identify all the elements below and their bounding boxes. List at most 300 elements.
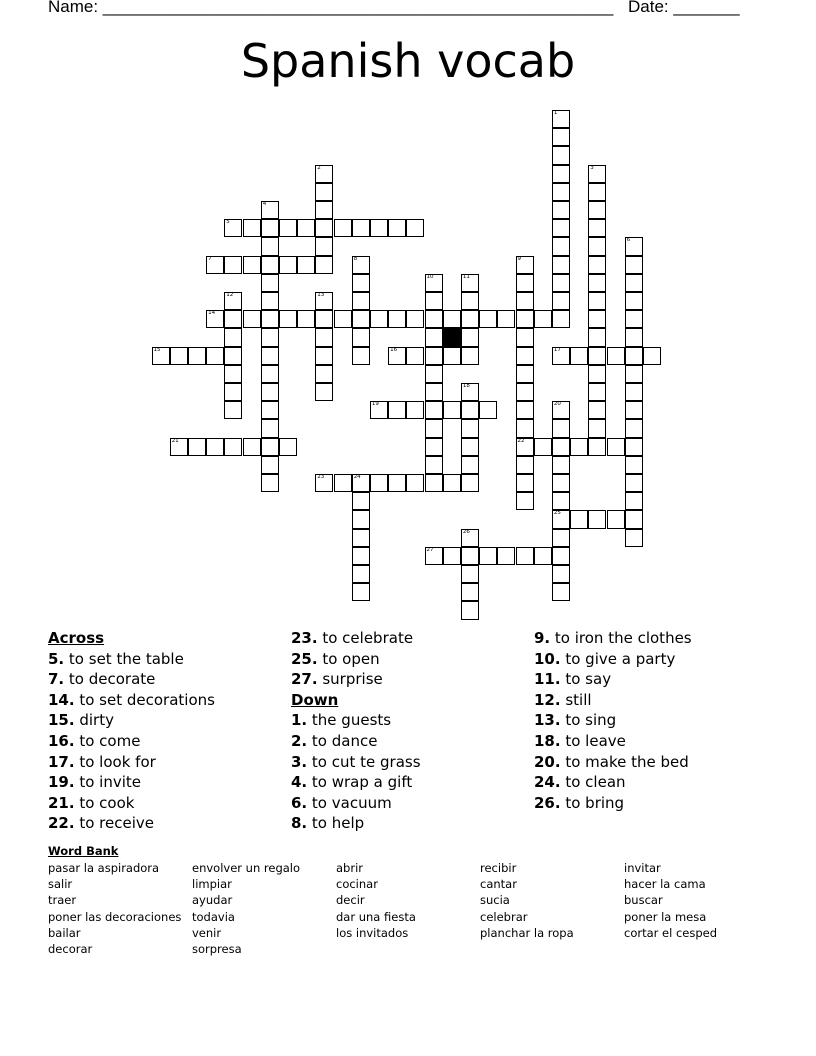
- word-bank-item: dar una fiesta: [336, 909, 416, 924]
- grid-cell[interactable]: [261, 474, 279, 492]
- grid-cell[interactable]: [315, 474, 333, 492]
- grid-cell[interactable]: [443, 347, 461, 365]
- clue-number: 27: [426, 546, 434, 553]
- grid-cell[interactable]: [588, 256, 606, 274]
- grid-cell[interactable]: [552, 256, 570, 274]
- clue-number: 9: [517, 255, 521, 262]
- grid-cell[interactable]: [461, 274, 479, 292]
- grid-cell[interactable]: [170, 347, 188, 365]
- grid-cell[interactable]: [570, 438, 588, 456]
- grid-cell[interactable]: [534, 547, 552, 565]
- grid-cell[interactable]: [588, 165, 606, 183]
- clue-number: 24: [353, 474, 361, 480]
- grid-cell[interactable]: [552, 165, 570, 183]
- grid-cell[interactable]: [461, 438, 479, 456]
- grid-cell[interactable]: [516, 292, 534, 310]
- grid-cell[interactable]: [552, 201, 570, 219]
- grid-cell[interactable]: [625, 347, 643, 365]
- grid-cell[interactable]: [425, 438, 443, 456]
- grid-cell[interactable]: [425, 365, 443, 383]
- grid-cell[interactable]: [534, 438, 552, 456]
- clue-column-3: [534, 628, 692, 813]
- grid-cell[interactable]: [588, 183, 606, 201]
- clue: 6. to vacuum: [291, 793, 392, 812]
- clue: 17. to look for: [48, 752, 156, 771]
- grid-cell[interactable]: [588, 365, 606, 383]
- grid-cell[interactable]: [625, 510, 643, 528]
- grid-cell[interactable]: [406, 347, 424, 365]
- grid-cell[interactable]: [425, 292, 443, 310]
- clue: 26. to bring: [534, 793, 625, 812]
- grid-cell[interactable]: [224, 310, 242, 328]
- grid-cell[interactable]: [552, 128, 570, 146]
- grid-cell[interactable]: [516, 474, 534, 492]
- grid-cell[interactable]: [224, 347, 242, 365]
- down-heading: Down: [291, 690, 339, 709]
- grid-cell[interactable]: [588, 310, 606, 328]
- grid-cell[interactable]: [552, 565, 570, 583]
- clue-number: 18: [462, 383, 470, 389]
- clue: 1. the guests: [291, 711, 392, 730]
- word-bank-column-4: [480, 860, 574, 941]
- grid-cell[interactable]: [224, 383, 242, 401]
- grid-cell[interactable]: [425, 347, 443, 365]
- grid-cell[interactable]: [625, 365, 643, 383]
- clue-number: 25: [553, 510, 561, 517]
- grid-cell[interactable]: [315, 310, 333, 328]
- grid-cell[interactable]: [352, 529, 370, 547]
- word-bank-item: recibir: [480, 861, 517, 875]
- clue: 27. surprise: [291, 670, 383, 689]
- clue: 2. to dance: [291, 731, 378, 750]
- grid-cell[interactable]: [352, 328, 370, 346]
- clue-number: 22: [517, 437, 525, 444]
- word-bank-column-5: [624, 860, 717, 941]
- grid-cell[interactable]: [516, 401, 534, 419]
- clue: 18. to leave: [534, 731, 626, 750]
- grid-cell[interactable]: [261, 219, 279, 237]
- clue-number: 4: [262, 201, 267, 207]
- clue-number: 7: [208, 255, 212, 262]
- grid-cell[interactable]: [261, 456, 279, 474]
- grid-cell[interactable]: [243, 219, 261, 237]
- grid-cell[interactable]: [315, 201, 333, 219]
- grid-cell[interactable]: [224, 328, 242, 346]
- word-bank-item: abrir: [336, 861, 363, 875]
- grid-cell[interactable]: [625, 328, 643, 346]
- grid-cell[interactable]: [352, 256, 370, 274]
- word-bank-title: Word Bank: [48, 844, 119, 858]
- grid-cell[interactable]: [497, 547, 515, 565]
- clue: 20. to make the bed: [534, 752, 689, 771]
- clue: 25. to open: [291, 649, 380, 668]
- grid-cell[interactable]: [461, 565, 479, 583]
- word-bank-item: cortar el cesped: [624, 925, 718, 940]
- clue-number: 3: [590, 164, 594, 171]
- grid-cell[interactable]: [279, 219, 297, 237]
- word-bank-column-3: [336, 860, 416, 941]
- grid-cell[interactable]: [479, 401, 497, 419]
- grid-cell[interactable]: [588, 383, 606, 401]
- word-bank-column-1: [48, 860, 181, 957]
- grid-cell[interactable]: [243, 438, 261, 456]
- clue-number: 5: [226, 219, 230, 226]
- grid-cell[interactable]: [443, 547, 461, 565]
- grid-cell[interactable]: [625, 292, 643, 310]
- clue: 10. to give a party: [534, 649, 676, 668]
- grid-cell[interactable]: [261, 438, 279, 456]
- grid-cell[interactable]: [516, 328, 534, 346]
- grid-cell[interactable]: [224, 256, 242, 274]
- grid-cell[interactable]: [479, 547, 497, 565]
- word-bank-item: envolver un regalo: [192, 861, 301, 875]
- grid-cell[interactable]: [352, 310, 370, 328]
- grid-cell[interactable]: [552, 292, 570, 310]
- grid-cell[interactable]: [297, 256, 315, 274]
- grid-cell[interactable]: [370, 219, 388, 237]
- grid-cell[interactable]: [315, 165, 333, 183]
- grid-cell[interactable]: [552, 274, 570, 292]
- grid-cell[interactable]: [315, 292, 333, 310]
- grid-cell[interactable]: [315, 383, 333, 401]
- grid-cell[interactable]: [534, 310, 552, 328]
- grid-cell[interactable]: [625, 310, 643, 328]
- clue-number: 2: [317, 164, 321, 171]
- grid-cell[interactable]: [261, 274, 279, 292]
- grid-cell[interactable]: [170, 438, 188, 456]
- word-bank-item: invitar: [624, 861, 661, 875]
- grid-cell[interactable]: [552, 219, 570, 237]
- grid-cell[interactable]: [516, 310, 534, 328]
- clue-number: 16: [390, 346, 398, 353]
- grid-cell[interactable]: [552, 419, 570, 437]
- clue-number: 11: [462, 273, 470, 280]
- clue: 11. to say: [534, 670, 612, 689]
- grid-cell[interactable]: [206, 438, 224, 456]
- clue: 24. to clean: [534, 773, 626, 792]
- grid-cell[interactable]: [461, 529, 479, 547]
- grid-cell[interactable]: [224, 401, 242, 419]
- grid-cell[interactable]: [224, 292, 242, 310]
- grid-cell[interactable]: [588, 274, 606, 292]
- clue: 5. to set the table: [48, 649, 184, 668]
- grid-cell[interactable]: [352, 292, 370, 310]
- grid-cell[interactable]: [352, 274, 370, 292]
- clue-column-2: [291, 628, 421, 834]
- clue: 7. to decorate: [48, 670, 156, 689]
- clue-number: 8: [353, 255, 358, 262]
- grid-cell[interactable]: [388, 474, 406, 492]
- clue-number: 1: [553, 110, 558, 116]
- grid-cell[interactable]: [607, 347, 625, 365]
- word-bank-item: celebrar: [480, 909, 528, 924]
- grid-cell[interactable]: [461, 601, 479, 619]
- grid-cell[interactable]: [315, 219, 333, 237]
- grid-cell[interactable]: [516, 256, 534, 274]
- grid-cell[interactable]: [152, 347, 170, 365]
- grid-cell[interactable]: [425, 328, 443, 346]
- grid-cell[interactable]: [607, 510, 625, 528]
- grid-cell[interactable]: [352, 492, 370, 510]
- grid-cell[interactable]: [206, 310, 224, 328]
- grid-cell[interactable]: [425, 310, 443, 328]
- clue-number: 21: [171, 437, 179, 444]
- clue: 16. to come: [48, 731, 141, 750]
- grid-cell[interactable]: [297, 310, 315, 328]
- grid-cell[interactable]: [516, 492, 534, 510]
- clue: 12. still: [534, 690, 592, 709]
- grid-cell[interactable]: [206, 347, 224, 365]
- clue: 9. to iron the clothes: [534, 629, 692, 647]
- word-bank-item: ayudar: [192, 893, 233, 908]
- grid-cell[interactable]: [334, 219, 352, 237]
- word-bank-item: planchar la ropa: [480, 925, 574, 940]
- name-field-label: Name: ______________________________________________________: [48, 0, 614, 16]
- grid-cell[interactable]: [552, 401, 570, 419]
- grid-cell[interactable]: [352, 219, 370, 237]
- grid-cell[interactable]: [370, 474, 388, 492]
- grid-cell[interactable]: [625, 401, 643, 419]
- word-bank-column-2: [192, 860, 300, 957]
- grid-cell[interactable]: [588, 292, 606, 310]
- grid-cell[interactable]: [352, 347, 370, 365]
- grid-cell[interactable]: [443, 474, 461, 492]
- grid-cell[interactable]: [315, 256, 333, 274]
- grid-cell[interactable]: [261, 328, 279, 346]
- grid-cell[interactable]: [188, 438, 206, 456]
- grid-cell[interactable]: [461, 456, 479, 474]
- grid-cell[interactable]: [461, 310, 479, 328]
- word-bank-item: todavia: [192, 909, 235, 924]
- grid-cell[interactable]: [625, 438, 643, 456]
- word-bank-item: cantar: [480, 877, 517, 892]
- grid-cell[interactable]: [625, 529, 643, 547]
- grid-cell[interactable]: [188, 347, 206, 365]
- clue: 22. to receive: [48, 814, 155, 833]
- grid-cell[interactable]: [406, 474, 424, 492]
- word-bank-item: poner las decoraciones: [48, 909, 182, 924]
- grid-cell[interactable]: [461, 583, 479, 601]
- grid-cell[interactable]: [243, 256, 261, 274]
- grid-cell[interactable]: [388, 401, 406, 419]
- word-bank-item: traer: [48, 893, 77, 908]
- grid-cell[interactable]: [406, 219, 424, 237]
- grid-cell[interactable]: [261, 310, 279, 328]
- grid-cell[interactable]: [461, 383, 479, 401]
- grid-cell[interactable]: [588, 219, 606, 237]
- grid-cell[interactable]: [552, 438, 570, 456]
- grid-cell[interactable]: [552, 456, 570, 474]
- grid-cell[interactable]: [425, 401, 443, 419]
- grid-cell[interactable]: [570, 347, 588, 365]
- clue: 19. to invite: [48, 773, 142, 792]
- grid-cell[interactable]: [279, 310, 297, 328]
- grid-cell[interactable]: [261, 237, 279, 255]
- grid-cell[interactable]: [552, 510, 570, 528]
- grid-cell[interactable]: [224, 219, 242, 237]
- grid-cell[interactable]: [243, 310, 261, 328]
- grid-cell[interactable]: [388, 347, 406, 365]
- across-heading: Across: [48, 629, 105, 647]
- word-bank-item: cocinar: [336, 877, 378, 892]
- clue: 8. to help: [291, 814, 365, 833]
- clue-number: 26: [462, 528, 470, 535]
- grid-cell[interactable]: [206, 256, 224, 274]
- clue: 13. to sing: [534, 711, 617, 730]
- grid-cell[interactable]: [625, 274, 643, 292]
- grid-cell[interactable]: [279, 438, 297, 456]
- grid-cell[interactable]: [261, 201, 279, 219]
- grid-cell[interactable]: [352, 565, 370, 583]
- grid-cell[interactable]: [406, 401, 424, 419]
- grid-cell[interactable]: [461, 401, 479, 419]
- grid-cell[interactable]: [516, 347, 534, 365]
- grid-cell[interactable]: [315, 365, 333, 383]
- clue-number: 17: [553, 346, 561, 353]
- grid-cell[interactable]: [516, 456, 534, 474]
- clue: 15. dirty: [48, 711, 114, 730]
- grid-cell[interactable]: [552, 310, 570, 328]
- grid-cell[interactable]: [607, 438, 625, 456]
- word-bank-item: buscar: [624, 893, 663, 908]
- page-title: Spanish vocab: [240, 34, 576, 88]
- grid-cell[interactable]: [552, 474, 570, 492]
- clue-number: 13: [317, 292, 325, 298]
- word-bank-item: decir: [336, 893, 365, 908]
- grid-cell[interactable]: [516, 419, 534, 437]
- word-bank-item: salir: [48, 877, 73, 892]
- clue-number: 19: [371, 401, 379, 408]
- grid-cell[interactable]: [461, 347, 479, 365]
- grid-cell[interactable]: [315, 237, 333, 255]
- grid-cell[interactable]: [588, 510, 606, 528]
- grid-cell[interactable]: [461, 474, 479, 492]
- grid-cell[interactable]: [516, 274, 534, 292]
- grid-cell[interactable]: [443, 401, 461, 419]
- grid-cell[interactable]: [224, 365, 242, 383]
- word-bank-item: poner la mesa: [624, 909, 707, 924]
- grid-cell[interactable]: [261, 292, 279, 310]
- grid-cell[interactable]: [425, 474, 443, 492]
- clue: 23. to celebrate: [291, 629, 414, 647]
- grid-cell[interactable]: [516, 365, 534, 383]
- date-field-label: Date: _______: [628, 0, 740, 16]
- grid-cell[interactable]: [334, 474, 352, 492]
- grid-cell[interactable]: [552, 146, 570, 164]
- grid-cell[interactable]: [461, 419, 479, 437]
- grid-cell[interactable]: [625, 474, 643, 492]
- word-bank-item: venir: [192, 925, 222, 940]
- grid-cell[interactable]: [552, 547, 570, 565]
- grid-cell[interactable]: [588, 328, 606, 346]
- grid-cell[interactable]: [352, 547, 370, 565]
- clue-number: 12: [226, 292, 234, 298]
- grid-cell[interactable]: [334, 310, 352, 328]
- grid-cell[interactable]: [461, 292, 479, 310]
- grid-cell[interactable]: [315, 183, 333, 201]
- grid-cell[interactable]: [388, 219, 406, 237]
- clue: 3. to cut te grass: [291, 752, 421, 771]
- grid-cell[interactable]: [388, 310, 406, 328]
- grid-cell[interactable]: [625, 256, 643, 274]
- grid-cell[interactable]: [552, 347, 570, 365]
- grid-cell[interactable]: [588, 438, 606, 456]
- grid-cell[interactable]: [425, 274, 443, 292]
- grid-cell[interactable]: [261, 419, 279, 437]
- clue-number: 15: [153, 346, 161, 353]
- grid-cell[interactable]: [497, 310, 515, 328]
- grid-cell[interactable]: [516, 547, 534, 565]
- grid-cell[interactable]: [570, 510, 588, 528]
- grid-cell[interactable]: [461, 328, 479, 346]
- grid-cell[interactable]: [261, 256, 279, 274]
- grid-cell[interactable]: [370, 401, 388, 419]
- grid-cell[interactable]: [552, 583, 570, 601]
- grid-cell[interactable]: [588, 419, 606, 437]
- grid-cell[interactable]: [297, 219, 315, 237]
- word-bank-item: sucia: [480, 893, 510, 908]
- grid-cell[interactable]: [461, 547, 479, 565]
- grid-cell[interactable]: [552, 110, 570, 128]
- grid-cell[interactable]: [516, 438, 534, 456]
- grid-cell[interactable]: [261, 347, 279, 365]
- grid-cell[interactable]: [516, 383, 534, 401]
- grid-cell[interactable]: [425, 419, 443, 437]
- clue-number: 14: [208, 310, 216, 317]
- word-bank-item: decorar: [48, 941, 93, 956]
- grid-cell[interactable]: [425, 456, 443, 474]
- grid-cell[interactable]: [625, 383, 643, 401]
- grid-cell[interactable]: [352, 510, 370, 528]
- grid-cell[interactable]: [552, 237, 570, 255]
- grid-cell[interactable]: [261, 401, 279, 419]
- grid-cell[interactable]: [443, 310, 461, 328]
- black-cell: [443, 328, 461, 346]
- grid-cell[interactable]: [625, 456, 643, 474]
- word-bank-item: limpiar: [192, 877, 232, 892]
- grid-cell[interactable]: [261, 383, 279, 401]
- grid-cell[interactable]: [425, 547, 443, 565]
- grid-cell[interactable]: [588, 347, 606, 365]
- grid-cell[interactable]: [643, 347, 661, 365]
- grid-cell[interactable]: [406, 310, 424, 328]
- grid-cell[interactable]: [479, 310, 497, 328]
- grid-cell[interactable]: [625, 419, 643, 437]
- grid-cell[interactable]: [352, 474, 370, 492]
- word-bank-item: bailar: [48, 925, 81, 940]
- grid-cell[interactable]: [588, 401, 606, 419]
- word-bank-item: los invitados: [336, 925, 409, 940]
- grid-cell[interactable]: [588, 237, 606, 255]
- grid-cell[interactable]: [224, 438, 242, 456]
- grid-cell[interactable]: [588, 201, 606, 219]
- clue-number: 20: [553, 401, 561, 408]
- word-bank-item: hacer la cama: [624, 877, 706, 892]
- grid-cell[interactable]: [370, 310, 388, 328]
- grid-cell[interactable]: [315, 328, 333, 346]
- grid-cell[interactable]: [552, 492, 570, 510]
- grid-cell[interactable]: [552, 529, 570, 547]
- grid-cell[interactable]: [625, 237, 643, 255]
- grid-cell[interactable]: [352, 583, 370, 601]
- grid-cell[interactable]: [425, 383, 443, 401]
- clue: 4. to wrap a gift: [291, 773, 413, 792]
- grid-cell[interactable]: [625, 492, 643, 510]
- grid-cell[interactable]: [315, 347, 333, 365]
- grid-cell[interactable]: [552, 183, 570, 201]
- grid-cell[interactable]: [261, 365, 279, 383]
- grid-cell[interactable]: [279, 256, 297, 274]
